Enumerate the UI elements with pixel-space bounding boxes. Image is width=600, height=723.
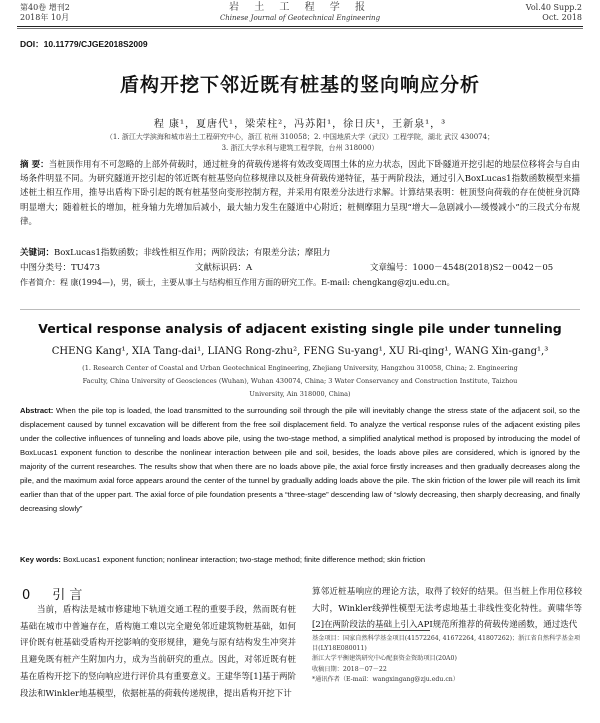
author-bio: 作者简介：程 康(1994—)，男，硕士，主要从事土与结构相互作用方面的研究工作。E-mail: chengkang@zju.edu.cn。 (20, 278, 455, 287)
authors-en: CHENG Kang¹, XIA Tang-dai¹, LIANG Rong-zhu², FENG Su-yang¹, XU Ri-qing¹, WANG Xin-gang¹,³ (51, 346, 549, 357)
footnotes: 基金项目：国家自然科学基金项目(41572264, 41672264, 41807262)；浙江省自然科学基金项目(LY18E080011) 浙江大学平衡建筑研究中心配套资金资助项目(20A0) 收稿日期：2018－07－22 *通讯作者（E-mail：wangxingang@zju.edu.cn） (312, 635, 581, 683)
page-title-cn: 盾构开挖下邻近既有桩基的竖向响应分析 (119, 74, 480, 96)
page-title-en: Vertical response analysis of adjacent existing single pile under tunneling (38, 321, 562, 336)
keywords-cn: 关键词：BoxLucas1指数函数；非线性相互作用；两阶段法；有限差分法；摩阻力 (20, 248, 331, 258)
abstract-en: Abstract: When the pile top is loaded, the load transmitted to the surrounding soil through the pile will inevitably change the stress state of the adjacent soil, so the displacement caused by tunnel excavation will be different from the free soil displacement field. To analyze the vertical response rules of the adjacent existing piles under the collective influences of tunneling and loads above pile, using the two-stage method, a simplified analytical method is proposed by introducing the model of BoxLucas1 exponent function to describe the nonlinear interaction between pile and soil, besides, the loads above piles are considered, which is ignored by the majority of the current researches. The results show that when there are no loads above pile, the axial force firstly increases and then gradually decreases along the pile, and the maximum axial force appears around the center of the tunnel by gradually adding loads above the pile. The skin friction of the lower pile will reach its limit earlier than that of the upper part. The axial force of pile foundation presents a “three-stage” descending law of “slowly decreasing, then sharply decreasing, and finally decreasing slowly” (20, 406, 580, 513)
body-column-left: 当前，盾构法是城市修建地下轨道交通工程的重要手段，然而既有桩基础在城市中普遍存在，盾构施工难以完全避免邻近建筑物桩基础，如何评价既有桩基础受盾构开挖影响的变形规律，避免与原有结构发生冲突并且避免既有桩产生附加内力，成为当前研究的重点。因此，对邻近既有桩基在盾构开挖下的竖向响应进行评价具有重要意义。王建华等[1]基于两阶段法和Winkler地基模型，依据桩基的荷载传递规律，提出盾构开挖下计 (20, 605, 296, 699)
footnote-rule (312, 630, 430, 631)
meta-cn: 中图分类号：TU473 文献标识码：A 文章编号：1000－4548(2018)S2－0042－05 (20, 263, 554, 273)
body-column-right: 算邻近桩基响应的理论方法，取得了较好的结果。但当桩上作用位移较大时，Winkler线弹性模型无法考虑地基土非线性变化特性。黄啸华等[2]在两阶段法的基础上引入API规范所推荐的荷载传递函数，通过迭代 (312, 587, 582, 631)
header-volume-info: 第40卷 增刊2 2018年 10月 (20, 3, 70, 22)
section-heading: 0 引 言 (22, 588, 83, 603)
authors-cn: 程 康¹，夏唐代¹，梁荣柱²，冯苏阳¹，徐日庆¹，王新泉¹，³ (153, 119, 447, 130)
header-volume-info-en: Vol.40 Supp.2 Oct. 2018 (525, 3, 582, 22)
abstract-cn: 摘 要：当桩顶作用有不可忽略的上部外荷载时，通过桩身的荷载传递将有效改变周围土体的应力状态，因此下卧隧道开挖引起的地层位移将会与自由场条件明显不同。为研究隧道开挖引起的邻近既有桩基竖向位移规律以及桩身荷载传递特征，基于两阶段法，通过引入BoxLucas1指数函数模型来描述桩土相互作用，推导出盾构下卧引起的既有桩基竖向变形控制方程，并采用有限差分法进行求解。计算结果表明：桩顶竖向荷载的存在使桩身沉降明显增大；随着桩长的增加，桩身轴力先增加后减小，最大轴力发生在隧道中心附近；桩侧摩阻力呈现“增大—急剧减小—缓慢减小”的三段式分布规律。 (20, 160, 580, 227)
header-rule (17, 26, 583, 27)
doi: DOI：10.11779/CJGE2018S2009 (20, 39, 148, 49)
affiliations-en: (1. Research Center of Coastal and Urban Geotechnical Engineering, Zhejiang University, Hangzhou 310058, China; 2. Engineering Faculty, China University of Geosciences (Wuhan), Wuhan 430074, China; 3 Water Conservancy and Construction Institute, Taizhou University, Ain 318000, China) (82, 364, 518, 398)
header-journal-title: 岩 土 工 程 学 报 Chinese Journal of Geotechnical Engineering (219, 2, 381, 22)
affiliations-cn: （1. 浙江大学滨海和城市岩土工程研究中心，浙江 杭州 310058；2. 中国地质大学（武汉）工程学院，湖北 武汉 430074； 3. 浙江大学水利与建筑工程学院，台州 318000） (105, 133, 495, 152)
keywords-en: Key words: BoxLucas1 exponent function; nonlinear interaction; two-stage method; finite difference method; skin friction (20, 555, 426, 564)
divider (20, 309, 580, 310)
header-rule-thin (17, 28, 583, 29)
